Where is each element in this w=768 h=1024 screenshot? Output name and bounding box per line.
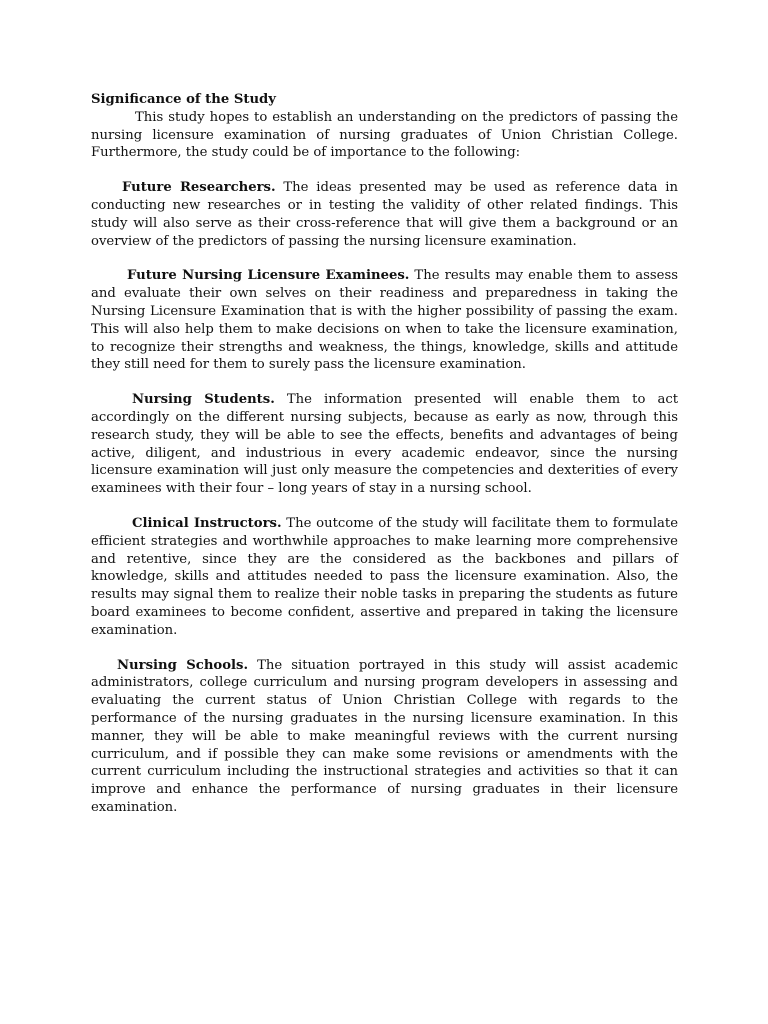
term-future-researchers: Future Researchers. [122, 180, 276, 196]
body-future-examinees: The results may enable them to assess and evaluate their own selves on their readiness and preparedness in taking the Nursing Licensure Examination that is with the higher possibility of passing the exam. This will also help them to make decisions on when to take the licensure examination, to recognize their strengths and weakness, the things, knowledge, skills and attitude they still need for them to surely pass the licensure examination. [91, 268, 678, 373]
term-clinical-instructors: Clinical Instructors. [132, 515, 282, 531]
paragraph-clinical-instructors [91, 515, 678, 640]
paragraph-nursing-schools [91, 657, 678, 817]
term-nursing-schools: Nursing Schools. [117, 657, 249, 673]
paragraph-future-examinees [91, 267, 678, 374]
document-page [91, 91, 678, 817]
body-nursing-students: The information presented will enable them to act accordingly on the different nursing subjects, because as early as now, through this research study, they will be able to see the effects, benefits and advantages of being active, diligent, and industrious in every academic endeavor, since the nursing licensure examination will just only measure the competencies and dexterities of every examinees with their four – long years of stay in a nursing school. [91, 392, 678, 497]
term-future-examinees: Future Nursing Licensure Examinees. [127, 268, 410, 284]
body-clinical-instructors: The outcome of the study will facilitate them to formulate efficient strategies and worthwhile approaches to make learning more comprehensive and retentive, since they are the considered as the backbones and pillars of knowledge, skills and attitudes needed to pass the licensure examination. Also, the results may signal them to realize their noble tasks in preparing the students as future board examinees to become confident, assertive and prepared in taking the licensure examination. [91, 515, 679, 638]
section-heading: Significance of the Study [91, 92, 276, 107]
body-future-researchers: The ideas presented may be used as reference data in conducting new researches or in testing the validity of other related findings. This study will also serve as their cross-reference that will give them a background or an overview of the predictors of passing the nursing licensure examination. [91, 180, 678, 249]
body-nursing-schools: The situation portrayed in this study will assist academic administrators, college curriculum and nursing program developers in assessing and evaluating the current status of Union Christian College with regards to the performance of the nursing graduates in the nursing licensure examination. In this manner, they will be able to make meaningful reviews with the current nursing curriculum, and if possible they can make some revisions or amendments with the current curriculum including the instructional strategies and activities so that it can improve and enhance the performance of nursing graduates in their licensure examination. [91, 657, 678, 815]
term-nursing-students: Nursing Students. [132, 392, 275, 408]
intro-paragraph: This study hopes to establish an understanding on the predictors of passing the nursing licensure examination of nursing graduates of Union Christian College. Furthermore, the study could be of importance to the following: [91, 109, 678, 161]
paragraph-nursing-students [91, 391, 678, 498]
paragraph-future-researchers [91, 179, 678, 250]
